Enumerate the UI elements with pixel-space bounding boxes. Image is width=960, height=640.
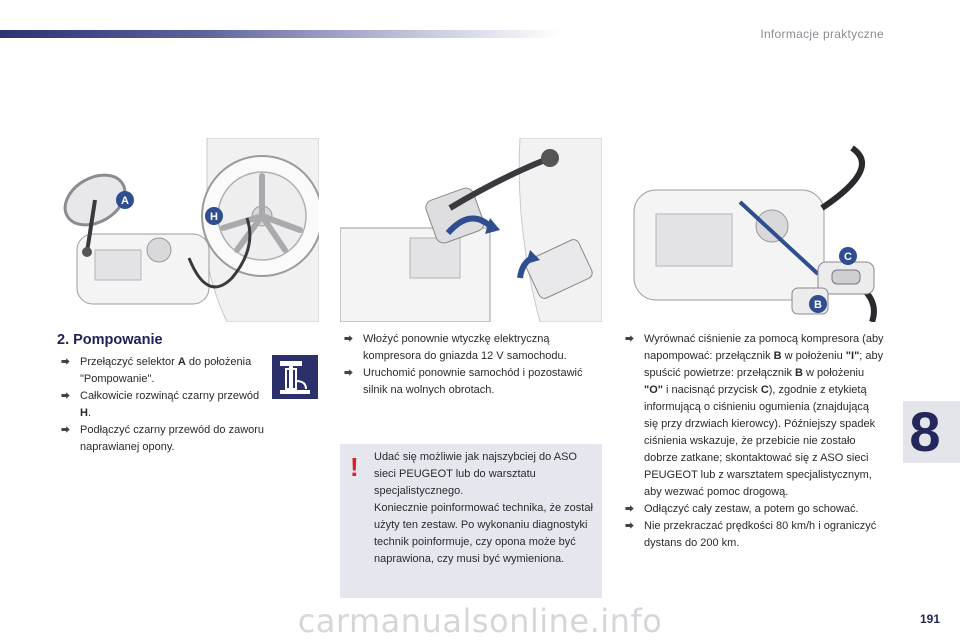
arrow-bullet-icon: ⮕ — [61, 357, 71, 367]
arrow-bullet-icon: ⮕ — [61, 391, 71, 401]
chapter-number: 8 — [909, 400, 941, 463]
compressor-controls-illustration — [622, 138, 884, 322]
list-item: ⮕ Uruchomić ponownie samochód i pozostawić silnik na wolnych obrotach. — [344, 367, 583, 396]
callout-h: H — [210, 211, 218, 223]
warning-box — [340, 444, 602, 598]
page-number: 191 — [919, 612, 940, 626]
column-3 — [622, 331, 884, 552]
arrow-bullet-icon: ⮕ — [625, 334, 635, 344]
callout-c: C — [844, 251, 852, 263]
warning-text: Udać się możliwie jak najszybciej do ASO sieci PEUGEOT lub do warsztatu specjalistycznego. Koniecznie poinformować technika, że został użyty ten zestaw. Po wykonaniu diagnostyki technik poinformuje, czy opona może być naprawiona, czy musi być wymieniona. — [374, 451, 593, 565]
column-1 — [58, 354, 268, 422]
plug-socket-illustration — [340, 138, 602, 322]
compressor-wheel-illustration — [57, 138, 319, 322]
list-item: ⮕ Odłączyć cały zestaw, a potem go schować. — [622, 501, 884, 518]
arrow-bullet-icon: ⮕ — [344, 368, 354, 378]
figure-plug-socket — [340, 138, 602, 322]
figure-compressor-controls — [622, 138, 884, 322]
pump-mode-icon — [272, 355, 318, 399]
callout-a: A — [121, 195, 129, 207]
arrow-bullet-icon: ⮕ — [625, 504, 635, 514]
warning-icon: ! — [350, 452, 359, 482]
header-bar — [0, 30, 560, 38]
column-1-last — [58, 422, 308, 456]
list-item: ⮕ Przełączyć selektor A do położenia "Pompowanie". — [61, 356, 252, 385]
list-item: ⮕ Włożyć ponownie wtyczkę elektryczną kompresora do gniazda 12 V samochodu. — [344, 333, 567, 362]
callout-b: B — [814, 299, 822, 311]
chapter-title: Informacje praktyczne — [760, 27, 884, 41]
arrow-bullet-icon: ⮕ — [61, 425, 71, 435]
section-heading: 2. Pompowanie — [57, 332, 163, 348]
list-item: ⮕ Całkowicie rozwinąć czarny przewód H. — [61, 390, 260, 419]
list-item: ⮕ Nie przekraczać prędkości 80 km/h i ograniczyć dystans do 200 km. — [625, 520, 877, 549]
watermark: carmanualsonline.info — [297, 602, 663, 640]
list-item: ⮕ Podłączyć czarny przewód do zaworu naprawianej opony. — [61, 424, 265, 453]
column-2 — [341, 331, 603, 399]
arrow-bullet-icon: ⮕ — [344, 334, 354, 344]
list-item: ⮕ Wyrównać ciśnienie za pomocą kompresora (aby napompować: przełącznik B w położeniu "I"; aby spuścić powietrze: przełącznik B w położeniu "O" i nacisnąć przycisk C), zgodnie z etykietą informującą o ciśnieniu ogumienia (znajdującą się przy drzwiach kierowcy). Późniejszy spadek ciśnienia wskazuje, że przebicie nie zostało dobrze zatkane; skontaktować się z ASO sieci PEUGEOT lub z warsztatem specjalistycznym, aby wezwać pomoc drogową. — [625, 333, 884, 498]
arrow-bullet-icon: ⮕ — [625, 521, 635, 531]
figure-compressor-wheel — [57, 138, 319, 322]
